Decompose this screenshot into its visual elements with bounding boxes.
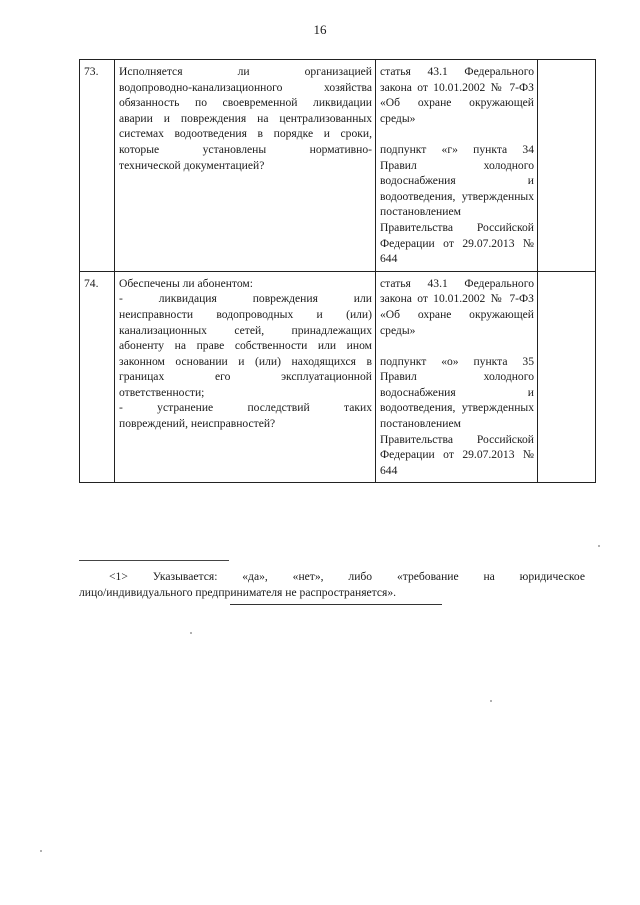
question-line: Обеспечены ли абонентом: <box>119 276 253 290</box>
question-line: водопроводно-канализационного хозяйства <box>119 80 372 94</box>
question-line: обязанность по своевременной ликвидации <box>119 96 372 110</box>
question-line: законном основании и (или) находящихся в <box>119 354 372 368</box>
question-line: - устранение последствий таких <box>119 401 372 415</box>
answer-cell[interactable] <box>538 271 596 483</box>
question-line: границах его эксплуатационной <box>119 370 372 384</box>
question-line: повреждений, неисправностей? <box>119 417 276 431</box>
question-cell <box>115 60 376 272</box>
row-number: 74. <box>80 271 115 483</box>
footnote-line: лицо/индивидуального предпринимателя не распространяется». <box>79 586 397 599</box>
question-line: ответственности; <box>119 385 205 399</box>
question-line: Исполняется ли организацией <box>119 65 372 78</box>
question-line: канализационных сетей, принадлежащих <box>119 323 372 337</box>
row-number: 73. <box>80 60 115 272</box>
question-line: неисправности водопроводных и (или) <box>119 307 372 321</box>
legal-reference: статья 43.1 Федерального закона от 10.01.2002 № 7-ФЗ «Об охране окружающей среды» <box>380 65 534 125</box>
end-rule <box>230 604 442 605</box>
page-number: 16 <box>313 22 327 37</box>
legal-reference: подпункт «г» пункта 34 Правил холодного водоснабжения и водоотведения, утвержденных постановлением Правительства Российской Федерации от 29.07.2013 № 644 <box>380 142 534 266</box>
scan-speck <box>598 545 600 547</box>
question-line: системах водоотведения в порядке и сроки, <box>119 127 372 141</box>
question-line: абоненту на праве собственности или ином <box>119 339 372 353</box>
footnote <box>79 569 585 601</box>
question-cell <box>115 271 376 483</box>
question-line: которые установлены нормативно- <box>119 142 372 156</box>
scan-speck <box>40 850 42 852</box>
legal-reference: статья 43.1 Федерального закона от 10.01.2002 № 7-ФЗ «Об охране окружающей среды» <box>380 276 534 337</box>
scan-speck <box>490 700 492 702</box>
table-row <box>80 271 596 483</box>
question-line: аварии и повреждения на централизованных <box>119 111 372 125</box>
table-row <box>80 60 596 272</box>
footnote-line: <1> Указывается: «да», «нет», либо «требование на юридическое <box>109 570 585 583</box>
legal-reference: подпункт «о» пункта 35 Правил холодного водоснабжения и водоотведения, утвержденных постановлением Правительства Российской Федерации от 29.07.2013 № 644 <box>380 354 534 477</box>
legal-reference-cell <box>376 60 538 272</box>
answer-cell[interactable] <box>538 60 596 272</box>
legal-reference-cell <box>376 271 538 483</box>
requirements-table <box>79 59 596 483</box>
question-line: - ликвидация повреждения или <box>119 292 372 306</box>
footnote-separator <box>79 560 229 561</box>
question-line: технической документацией? <box>119 158 265 172</box>
scan-speck <box>190 632 192 634</box>
